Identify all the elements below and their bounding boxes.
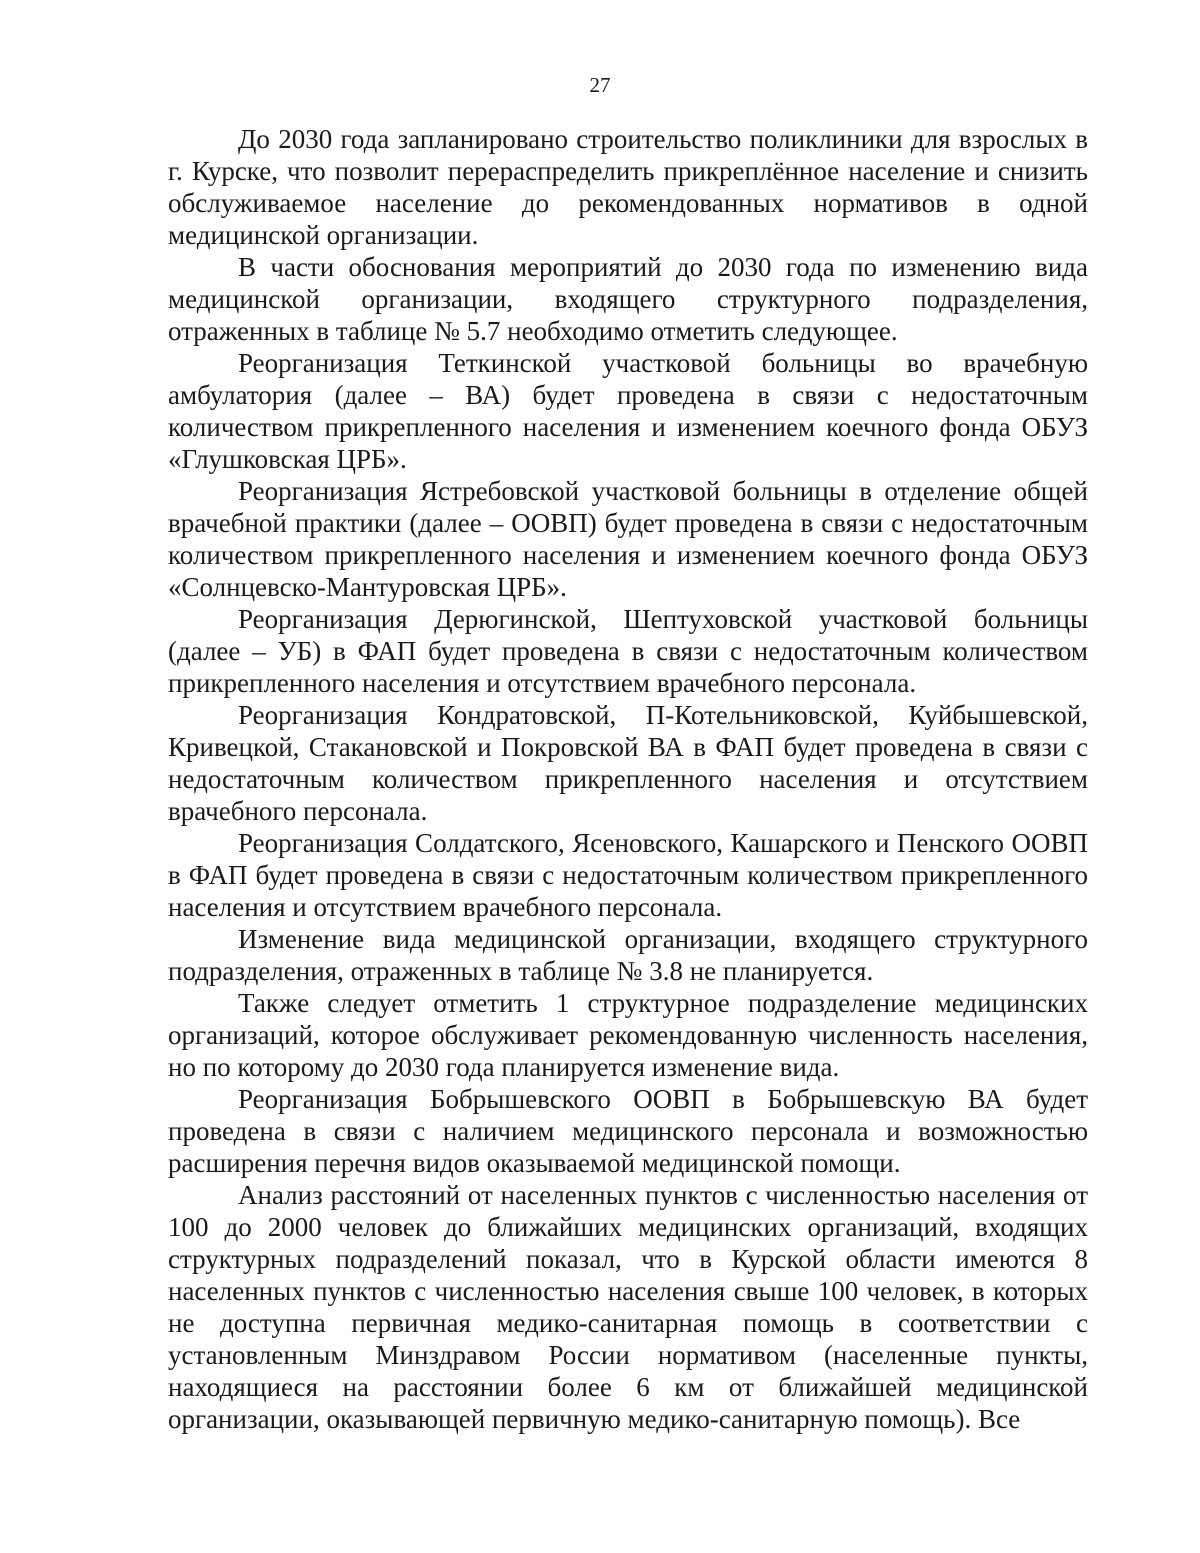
paragraph-no-change-table-3-8: Изменение вида медицинской организации, входящего структурного подразделения, отраженных в таблице № 3.8 не планируется.	[168, 924, 1088, 986]
paragraph-polyclinic-construction: До 2030 года запланировано строительство поликлиники для взрослых в г. Курске, что позволит перераспределить прикреплённое население и снизить обслуживаемое население до рекомендованных нормативов в одной медицинской организации.	[168, 124, 1088, 250]
paragraph-distance-analysis: Анализ расстояний от населенных пунктов с численностью населения от 100 до 2000 человек до ближайших медицинских организаций, входящих структурных подразделений показал, что в Курской области имеются 8 населенных пунктов с численностью населения свыше 100 человек, в которых не доступна первичная медико-санитарная помощь в соответствии с установленным Минздравом России нормативом (населенные пункты, находящиеся на расстоянии более 6 км от ближайшей медицинской организации, оказывающей первичную медико-санитарную помощь). Все	[168, 1180, 1088, 1434]
document-body	[168, 123, 1088, 1435]
paragraph-soldatskoe-reorganization: Реорганизация Солдатского, Ясеновского, Кашарского и Пенского ООВП в ФАП будет проведена в связи с недостаточным количеством прикрепленного населения и отсутствием врачебного персонала.	[168, 828, 1088, 922]
paragraph-structural-unit-note: Также следует отметить 1 структурное подразделение медицинских организаций, которое обслуживает рекомендованную численность населения, но по которому до 2030 года планируется изменение вида.	[168, 988, 1088, 1082]
paragraph-bobryshevskoe-reorganization: Реорганизация Бобрышевского ООВП в Бобрышевскую ВА будет проведена в связи с наличием медицинского персонала и возможностью расширения перечня видов оказываемой медицинской помощи.	[168, 1084, 1088, 1178]
paragraph-justification-intro: В части обоснования мероприятий до 2030 года по изменению вида медицинской организации, входящего структурного подразделения, отраженных в таблице № 5.7 необходимо отметить следующее.	[168, 252, 1088, 346]
paragraph-yastrebovskaya-reorganization: Реорганизация Ястребовской участковой больницы в отделение общей врачебной практики (далее – ООВП) будет проведена в связи с недостаточным количеством прикрепленного населения и изменением коечного фонда ОБУЗ «Солнцевско-Мантуровская ЦРБ».	[168, 476, 1088, 602]
paragraph-deryuginskaya-reorganization: Реорганизация Дерюгинской, Шептуховской участковой больницы (далее – УБ) в ФАП будет проведена в связи с недостаточным количеством прикрепленного населения и отсутствием врачебного персонала.	[168, 604, 1088, 698]
paragraph-tetkinskaya-reorganization: Реорганизация Теткинской участковой больницы во врачебную амбулатория (далее – ВА) будет проведена в связи с недостаточным количеством прикрепленного населения и изменением коечного фонда ОБУЗ «Глушковская ЦРБ».	[168, 348, 1088, 474]
page-number: 27	[589, 73, 611, 97]
paragraph-kondratovskaya-reorganization: Реорганизация Кондратовской, П-Котельниковской, Куйбышевской, Кривецкой, Стакановской и Покровской ВА в ФАП будет проведена в связи с недостаточным количеством прикрепленного населения и отсутствием врачебного персонала.	[168, 700, 1088, 826]
